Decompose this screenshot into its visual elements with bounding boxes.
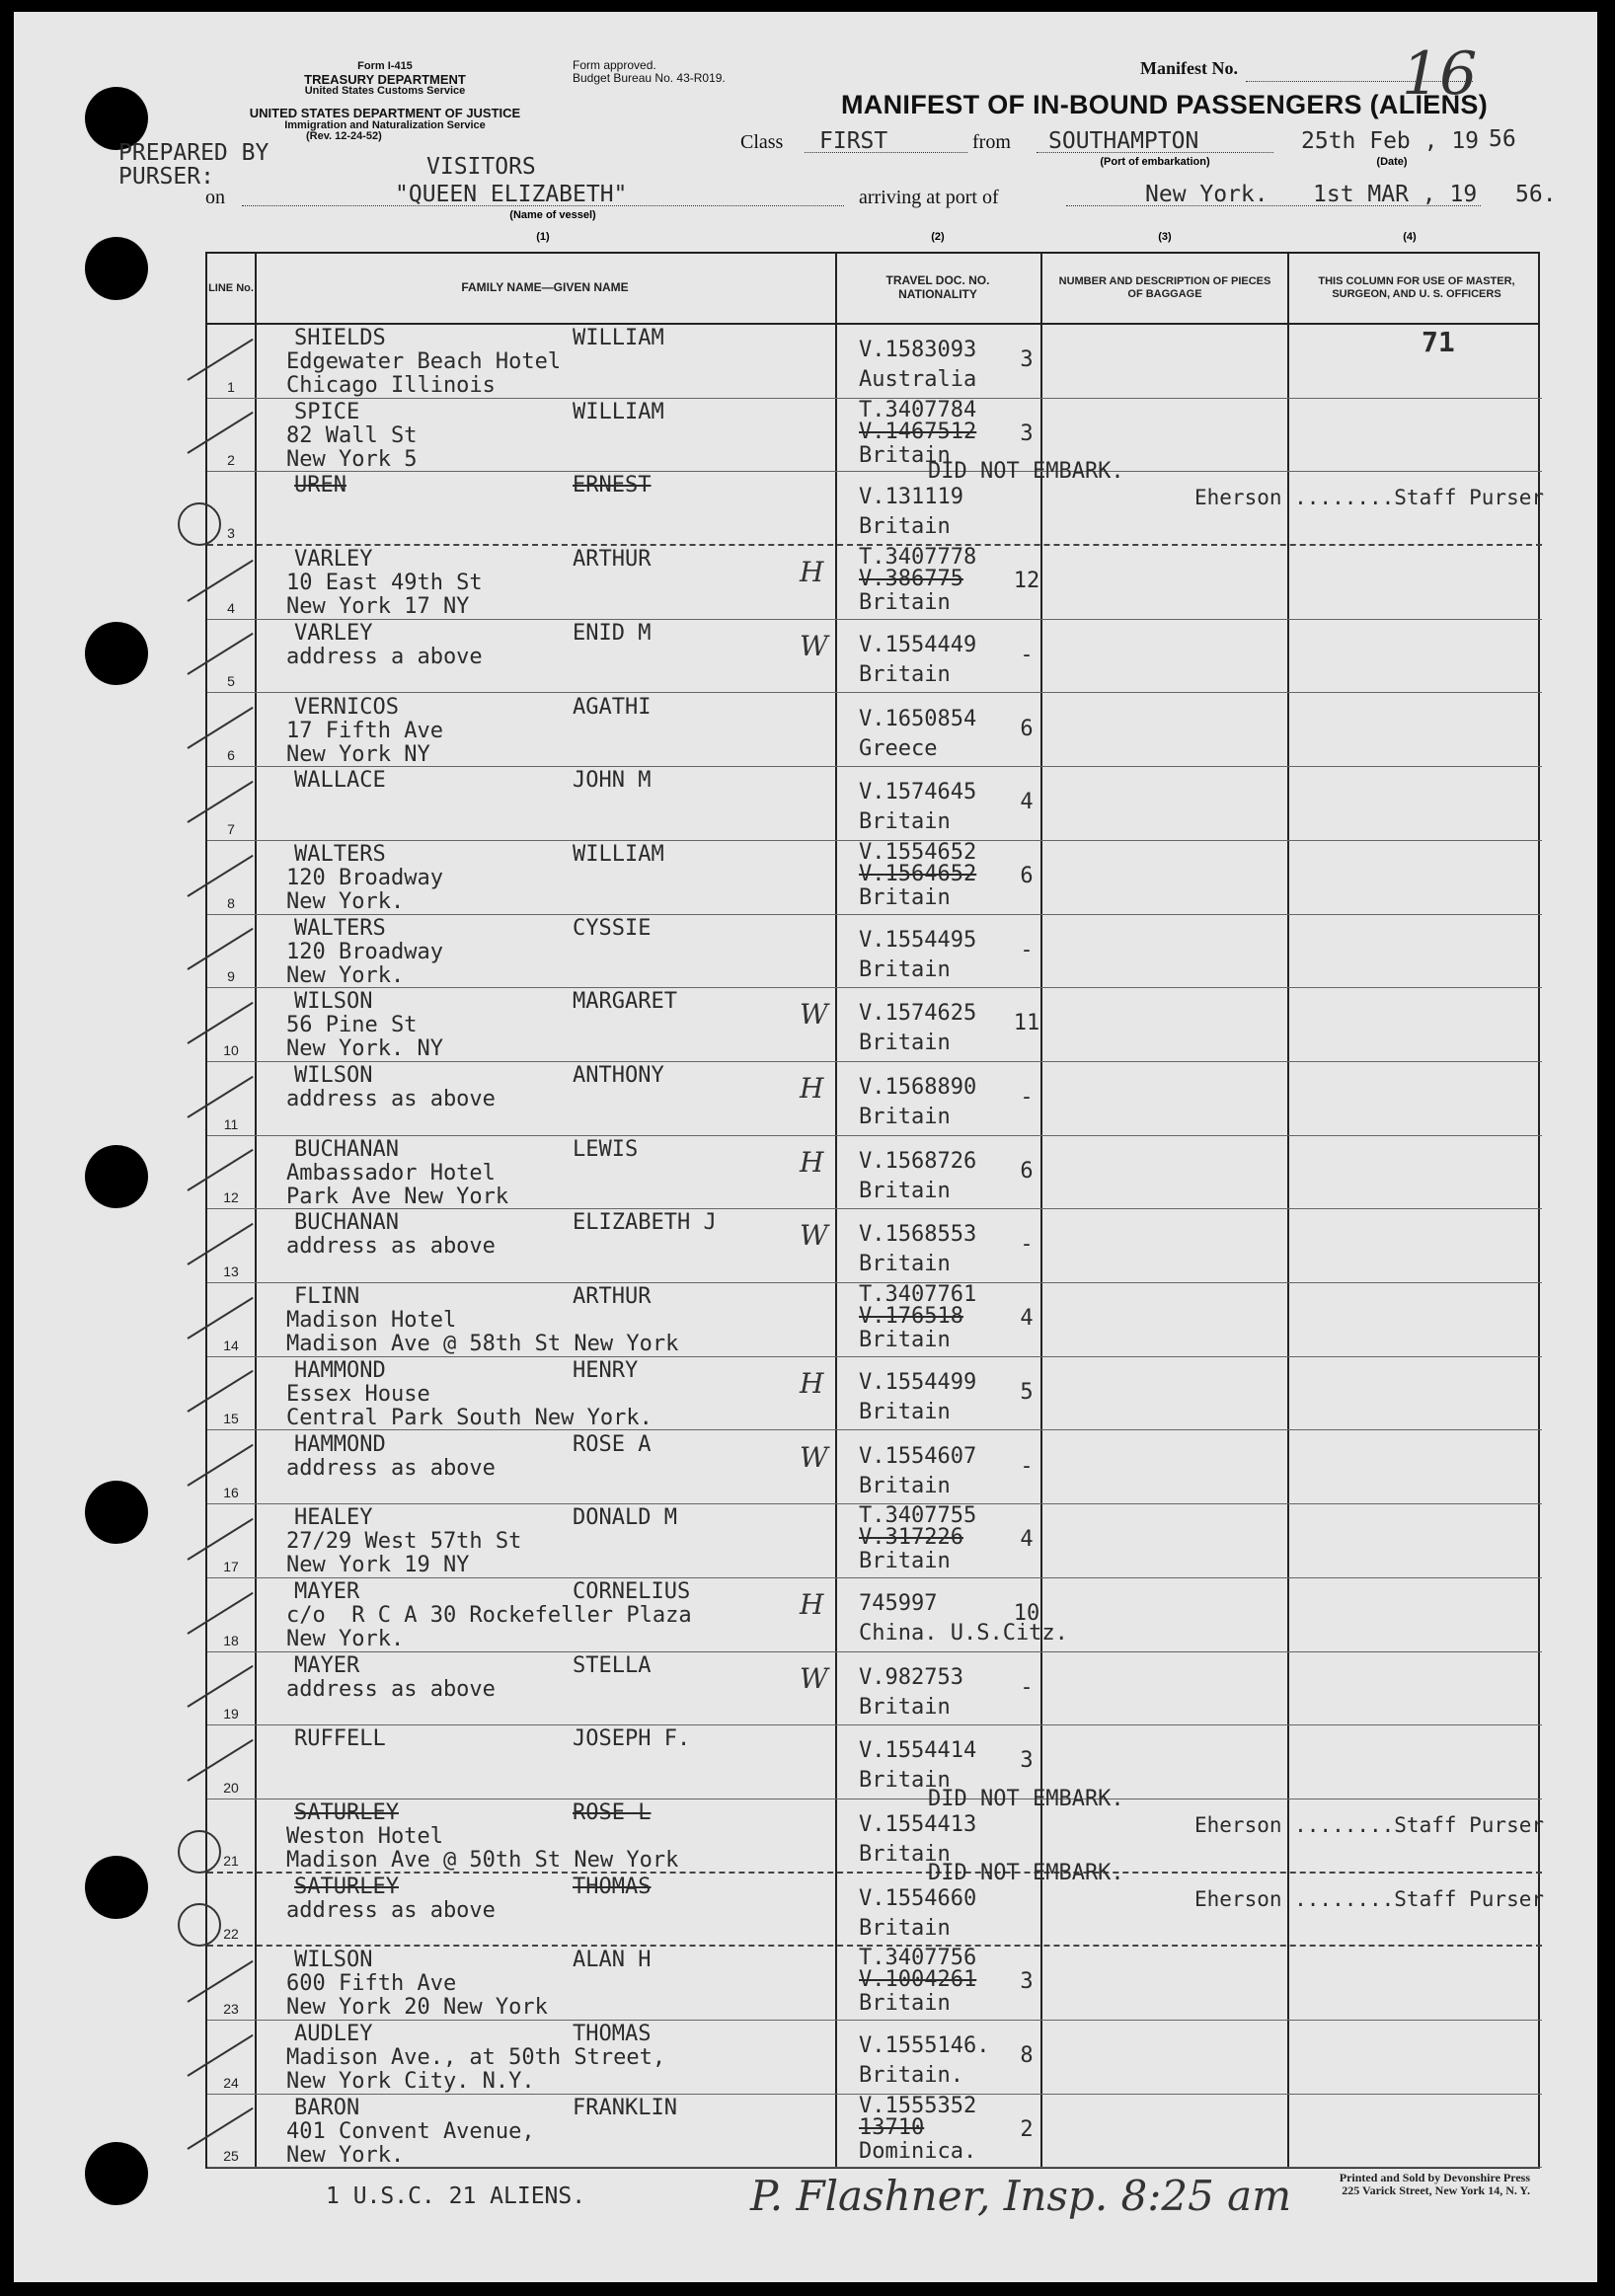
line-number: 13 <box>223 1263 239 1280</box>
did-not-embark-note: DID NOT EMBARK. <box>928 459 1124 485</box>
baggage-count: 3 <box>1020 1969 1034 1995</box>
manifest-title: MANIFEST OF IN-BOUND PASSENGERS (ALIENS) <box>841 90 1489 119</box>
family-name: BARON <box>294 2095 360 2120</box>
family-name: WALLACE <box>294 768 386 794</box>
table-row <box>207 767 1542 841</box>
col-header-officers: THIS COLUMN FOR USE OF MASTER, SURGEON, AND U. S. OFFICERS <box>1318 275 1515 300</box>
travel-doc: V.1568553 <box>859 1222 977 1248</box>
baggage-count: 8 <box>1020 2043 1034 2069</box>
travel-doc-struck: V.1004261 <box>859 1967 977 1993</box>
nationality: Britain <box>859 1031 951 1056</box>
vessel-label: (Name of vessel) <box>509 209 596 221</box>
travel-doc: T.3407761 <box>859 1282 977 1308</box>
given-name: HENRY <box>573 1357 639 1383</box>
line-circle <box>178 1830 221 1874</box>
binder-hole <box>85 1856 148 1919</box>
binder-hole <box>85 622 148 685</box>
family-name: FLINN <box>294 1284 360 1310</box>
line-number: 17 <box>223 1558 239 1574</box>
address: Essex House Central Park South New York. <box>286 1381 653 1430</box>
baggage-count: - <box>1020 1085 1034 1110</box>
travel-doc-struck: V.1467512 <box>859 419 977 444</box>
family-name: WILSON <box>294 1948 373 1973</box>
address: address as above <box>286 1234 496 1260</box>
baggage-count: - <box>1020 937 1034 962</box>
address: 401 Convent Avenue, New York. <box>286 2118 535 2168</box>
address: Madison Hotel Madison Ave @ 58th St New York <box>286 1308 679 1357</box>
manifest-number-label: Manifest No. <box>1140 58 1238 78</box>
nationality: Britain <box>859 1105 951 1129</box>
table-row <box>207 1578 1542 1652</box>
family-name: SHIELDS <box>294 326 386 350</box>
staff-purser-note: Eherson ........Staff Purser <box>1194 486 1545 510</box>
family-name: RUFFELL <box>294 1726 386 1752</box>
address: 82 Wall St New York 5 <box>286 422 418 472</box>
customs-service: United States Customs Service <box>304 85 466 98</box>
family-name: AUDLEY <box>294 2022 373 2047</box>
nationality: Britain <box>859 1328 951 1353</box>
address: c/o R C A 30 Rockefeller Plaza New York. <box>286 1602 692 1651</box>
table-row <box>207 399 1542 473</box>
address: address as above <box>286 1897 496 1923</box>
port-of-embarkation-label: (Port of embarkation) <box>1100 156 1210 168</box>
baggage-count: - <box>1020 1453 1034 1479</box>
given-name: ROSE L <box>573 1800 652 1825</box>
given-name: CYSSIE <box>573 915 652 941</box>
binder-hole <box>85 1145 148 1208</box>
hw-family-mark: H <box>800 556 824 589</box>
line-number: 5 <box>227 673 235 690</box>
baggage-count: 6 <box>1020 716 1034 741</box>
form-approved-block <box>573 59 790 84</box>
given-name: AGATHI <box>573 694 652 720</box>
class-value: FIRST <box>819 128 888 154</box>
table-row <box>207 1209 1542 1283</box>
family-name: SATURLEY <box>294 1800 399 1825</box>
arrival-port: New York. <box>1145 182 1269 207</box>
table-row <box>207 1725 1542 1799</box>
travel-doc: V.1554495 <box>859 927 977 953</box>
baggage-count: 6 <box>1020 1158 1034 1184</box>
family-name: VARLEY <box>294 547 373 573</box>
family-name: HAMMOND <box>294 1431 386 1457</box>
from-line <box>1037 152 1273 153</box>
travel-doc: 745997 <box>859 1590 938 1616</box>
line-number: 22 <box>223 1926 239 1943</box>
travel-doc: V.1554449 <box>859 632 977 657</box>
given-name: CORNELIUS <box>573 1578 691 1604</box>
family-name: MAYER <box>294 1578 360 1604</box>
line-number: 2 <box>227 452 235 469</box>
arriving-label: arriving at port of <box>859 187 999 208</box>
hw-family-mark: H <box>800 1366 824 1400</box>
treasury-dept: TREASURY DEPARTMENT <box>304 71 466 87</box>
nationality: Britain <box>859 1842 951 1867</box>
address: address as above <box>286 1676 496 1702</box>
line-number: 24 <box>223 2074 239 2091</box>
travel-doc: T.3407756 <box>859 1946 977 1971</box>
baggage-count: - <box>1020 1232 1034 1258</box>
date-value: 25th Feb , 19 <box>1301 128 1480 154</box>
given-name: DONALD M <box>573 1505 677 1531</box>
nationality: Britain <box>859 442 951 468</box>
baggage-count: 4 <box>1020 1527 1034 1553</box>
address: Weston Hotel Madison Ave @ 50th St New York <box>286 1824 679 1873</box>
hw-family-mark: H <box>800 1145 824 1179</box>
table-row <box>207 1062 1542 1136</box>
col-header-doc: TRAVEL DOC. NO. NATIONALITY <box>885 273 990 301</box>
line-number: 25 <box>223 2148 239 2165</box>
family-name: HEALEY <box>294 1505 373 1531</box>
from-value: SOUTHAMPTON <box>1048 128 1199 154</box>
form-id-block <box>267 61 503 98</box>
hw-family-mark: W <box>800 998 828 1032</box>
line-number: 7 <box>227 820 235 837</box>
given-name: ENID M <box>573 620 652 646</box>
arrival-line <box>1066 205 1481 206</box>
line-number: 19 <box>223 1706 239 1722</box>
baggage-count: - <box>1020 642 1034 667</box>
baggage-count: 6 <box>1020 863 1034 888</box>
family-name: UREN <box>294 473 346 498</box>
table-row <box>207 915 1542 989</box>
revision: (Rev. 12-24-52) <box>306 130 382 143</box>
baggage-count: 2 <box>1020 2116 1034 2142</box>
given-name: THOMAS <box>573 2022 652 2047</box>
family-name: WILSON <box>294 989 373 1015</box>
nationality: Australia <box>859 367 977 392</box>
col-num-2: (2) <box>931 231 945 243</box>
arrival-year: 56. <box>1515 182 1557 207</box>
hw-family-mark: W <box>800 629 828 662</box>
hw-family-mark: W <box>800 1661 828 1695</box>
table-row <box>207 1431 1542 1505</box>
address: 27/29 West 57th St New York 19 NY <box>286 1529 522 1578</box>
binder-hole <box>85 2142 148 2205</box>
family-name: MAYER <box>294 1652 360 1678</box>
nationality: Britain <box>859 1915 951 1941</box>
given-name: WILLIAM <box>573 326 664 350</box>
travel-doc: T.3407778 <box>859 545 977 571</box>
address: Ambassador Hotel Park Ave New York <box>286 1160 509 1209</box>
nationality: Britain <box>859 661 951 687</box>
travel-doc-struck: V.386775 <box>859 567 963 592</box>
nationality: Britain <box>859 957 951 982</box>
table-row <box>207 546 1542 620</box>
line-number: 23 <box>223 2001 239 2018</box>
travel-doc-struck: 13710 <box>859 2114 925 2140</box>
family-name: SPICE <box>294 399 360 424</box>
baggage-count: 3 <box>1020 421 1034 446</box>
table-row <box>207 2021 1542 2095</box>
hw-family-mark: W <box>800 1219 828 1253</box>
officer-mark: 71 <box>1422 326 1455 358</box>
given-name: JOSEPH F. <box>573 1726 691 1752</box>
form-approved: Form approved. <box>573 58 656 72</box>
nationality: China. U.S.Citz. <box>859 1620 1068 1645</box>
binder-hole <box>85 237 148 300</box>
table-row <box>207 1947 1542 2021</box>
given-name: LEWIS <box>573 1136 639 1162</box>
hw-family-mark: W <box>800 1440 828 1474</box>
baggage-count: 3 <box>1020 1748 1034 1774</box>
doj-title: UNITED STATES DEPARTMENT OF JUSTICE <box>249 106 521 120</box>
nationality: Britain <box>859 514 951 540</box>
address: 56 Pine St New York. NY <box>286 1013 443 1062</box>
address: address a above <box>286 644 483 669</box>
ins-title: Immigration and Naturalization Service <box>284 118 486 131</box>
line-number: 14 <box>223 1337 239 1353</box>
travel-doc: V.131119 <box>859 485 963 510</box>
manifest-number-line <box>1246 81 1473 82</box>
nationality: Britain <box>859 1178 951 1203</box>
col-num-3: (3) <box>1158 231 1172 243</box>
travel-doc: V.1554652 <box>859 839 977 865</box>
table-row <box>207 988 1542 1062</box>
purser: PURSER: <box>118 164 214 190</box>
travel-doc: T.3407784 <box>859 397 977 422</box>
line-number: 12 <box>223 1189 239 1206</box>
given-name: ELIZABETH J <box>573 1210 717 1236</box>
family-name: BUCHANAN <box>294 1210 399 1236</box>
nationality: Greece <box>859 735 938 761</box>
table-row <box>207 620 1542 694</box>
address: 10 East 49th St New York 17 NY <box>286 571 483 620</box>
given-name: FRANKLIN <box>573 2095 677 2120</box>
given-name: THOMAS <box>573 1874 652 1899</box>
table-row <box>207 459 1545 546</box>
printer-line-1: Printed and Sold by Devonshire Press <box>1339 2171 1530 2184</box>
travel-doc: V.1574625 <box>859 1001 977 1027</box>
nationality: Britain <box>859 1549 951 1574</box>
line-number: 16 <box>223 1485 239 1501</box>
address: 120 Broadway New York. <box>286 939 443 988</box>
staff-purser-note: Eherson ........Staff Purser <box>1194 1813 1545 1837</box>
passenger-table <box>205 252 1545 2169</box>
vessel-name: "QUEEN ELIZABETH" <box>395 182 628 207</box>
travel-doc: V.1555146. <box>859 2033 990 2059</box>
staff-purser-note: Eherson ........Staff Purser <box>1194 1886 1545 1911</box>
baggage-count: 10 <box>1013 1600 1040 1626</box>
address: address as above <box>286 1455 496 1481</box>
given-name: ERNEST <box>573 473 652 498</box>
travel-doc: V.1554660 <box>859 1885 977 1911</box>
budget-bureau: Budget Bureau No. 43-R019. <box>573 70 726 85</box>
given-name: WILLIAM <box>573 841 664 867</box>
travel-doc: V.1568726 <box>859 1148 977 1174</box>
printer-credit <box>1224 2172 1530 2197</box>
family-name: BUCHANAN <box>294 1136 399 1162</box>
prepared-by: PREPARED BY <box>118 140 269 166</box>
col-num-1: (1) <box>536 231 550 243</box>
nationality: Britain <box>859 1768 951 1794</box>
family-name: HAMMOND <box>294 1357 386 1383</box>
baggage-count: - <box>1020 1674 1034 1700</box>
table-row <box>207 325 1542 399</box>
travel-doc: V.1650854 <box>859 706 977 731</box>
line-number: 15 <box>223 1411 239 1427</box>
line-number: 10 <box>223 1041 239 1058</box>
line-number: 6 <box>227 747 235 764</box>
family-name: VERNICOS <box>294 694 399 720</box>
baggage-count: 4 <box>1020 1306 1034 1332</box>
manifest-number: 16 <box>1402 39 1478 109</box>
line-number: 4 <box>227 599 235 616</box>
given-name: JOHN M <box>573 768 652 794</box>
table-row <box>207 1283 1542 1357</box>
travel-doc: V.1568890 <box>859 1075 977 1100</box>
table-row <box>207 841 1542 915</box>
address: Edgewater Beach Hotel Chicago Illinois <box>286 349 562 398</box>
travel-doc: T.3407755 <box>859 1503 977 1529</box>
table-row <box>207 1357 1542 1431</box>
did-not-embark-note: DID NOT EMBARK. <box>928 1787 1124 1811</box>
line-number: 9 <box>227 968 235 985</box>
line-circle <box>178 502 221 546</box>
on-label: on <box>205 187 225 208</box>
baggage-count: 3 <box>1020 347 1034 372</box>
travel-doc: V.1555352 <box>859 2093 977 2118</box>
nationality: Britain <box>859 1694 951 1720</box>
travel-doc: V.1583093 <box>859 338 977 362</box>
table-row <box>207 694 1542 768</box>
line-number: 20 <box>223 1779 239 1796</box>
nationality: Britain <box>859 1399 951 1424</box>
col-header-name: FAMILY NAME—GIVEN NAME <box>461 280 629 295</box>
travel-doc-struck: V.317226 <box>859 1525 963 1551</box>
given-name: STELLA <box>573 1652 652 1678</box>
nationality: Britain <box>859 590 951 616</box>
family-name: WALTERS <box>294 915 386 941</box>
nationality: Britain <box>859 809 951 835</box>
travel-doc-struck: V.176518 <box>859 1304 963 1330</box>
doj-block <box>197 107 573 143</box>
nationality: Britain. <box>859 2063 963 2089</box>
family-name: WILSON <box>294 1063 373 1088</box>
date-year: 56 <box>1489 126 1516 152</box>
col-header-line: LINE No. <box>208 281 254 294</box>
date-label: (Date) <box>1376 156 1408 168</box>
visitors: VISITORS <box>426 154 536 180</box>
baggage-count: 4 <box>1020 790 1034 815</box>
line-number: 11 <box>223 1115 239 1132</box>
address: address as above <box>286 1087 496 1111</box>
binder-hole <box>85 1481 148 1544</box>
inspector-signature: P. Flashner, Insp. 8:25 am <box>750 2172 1292 2220</box>
table-row <box>207 1652 1542 1726</box>
line-number: 8 <box>227 894 235 911</box>
nationality: Dominica. <box>859 2138 977 2164</box>
printer-line-2: 225 Varick Street, New York 14, N. Y. <box>1342 2183 1530 2198</box>
totals-line: 1 U.S.C. 21 ALIENS. <box>326 2183 586 2209</box>
address: 600 Fifth Ave New York 20 New York <box>286 1971 548 2021</box>
table-row <box>207 1136 1542 1210</box>
family-name: SATURLEY <box>294 1874 399 1899</box>
nationality: Britain <box>859 884 951 910</box>
given-name: ARTHUR <box>573 547 652 573</box>
form-id: Form I-415 <box>357 60 413 72</box>
table-row <box>207 1504 1542 1578</box>
class-label: Class <box>740 131 784 153</box>
did-not-embark-note: DID NOT EMBARK. <box>928 1860 1124 1885</box>
family-name: VARLEY <box>294 620 373 646</box>
given-name: ARTHUR <box>573 1284 652 1310</box>
address: 120 Broadway New York. <box>286 865 443 914</box>
baggage-count: 12 <box>1013 569 1040 594</box>
table-row <box>207 2095 1542 2169</box>
given-name: ROSE A <box>573 1431 652 1457</box>
vessel-line <box>242 205 844 206</box>
nationality: Britain <box>859 1473 951 1498</box>
col-header-baggage: NUMBER AND DESCRIPTION OF PIECES OF BAGGAGE <box>1058 275 1271 300</box>
travel-doc: V.1554607 <box>859 1443 977 1469</box>
line-number: 21 <box>223 1852 239 1869</box>
nationality: Britain <box>859 1252 951 1277</box>
hw-family-mark: H <box>800 1587 824 1621</box>
given-name: WILLIAM <box>573 399 664 424</box>
nationality: Britain <box>859 1991 951 2017</box>
family-name: WALTERS <box>294 841 386 867</box>
travel-doc-struck: V.1564652 <box>859 861 977 886</box>
given-name: ALAN H <box>573 1948 652 1973</box>
given-name: MARGARET <box>573 989 677 1015</box>
col-num-4: (4) <box>1403 231 1417 243</box>
travel-doc: V.1554413 <box>859 1812 977 1837</box>
class-line <box>805 152 967 153</box>
baggage-count: 11 <box>1013 1011 1040 1036</box>
address: 17 Fifth Ave New York NY <box>286 718 443 767</box>
address: Madison Ave., at 50th Street, New York City. N.Y. <box>286 2045 666 2095</box>
from-label: from <box>972 131 1011 153</box>
given-name: ANTHONY <box>573 1063 664 1088</box>
travel-doc: V.1554499 <box>859 1369 977 1395</box>
baggage-count: 5 <box>1020 1379 1034 1405</box>
travel-doc: V.1554414 <box>859 1738 977 1764</box>
arrival-date: 1st MAR , 19 <box>1313 182 1478 207</box>
line-number: 1 <box>227 378 235 395</box>
line-number: 18 <box>223 1632 239 1648</box>
travel-doc: V.1574645 <box>859 780 977 805</box>
hw-family-mark: H <box>800 1072 824 1105</box>
line-number: 3 <box>227 525 235 542</box>
travel-doc: V.982753 <box>859 1664 963 1690</box>
